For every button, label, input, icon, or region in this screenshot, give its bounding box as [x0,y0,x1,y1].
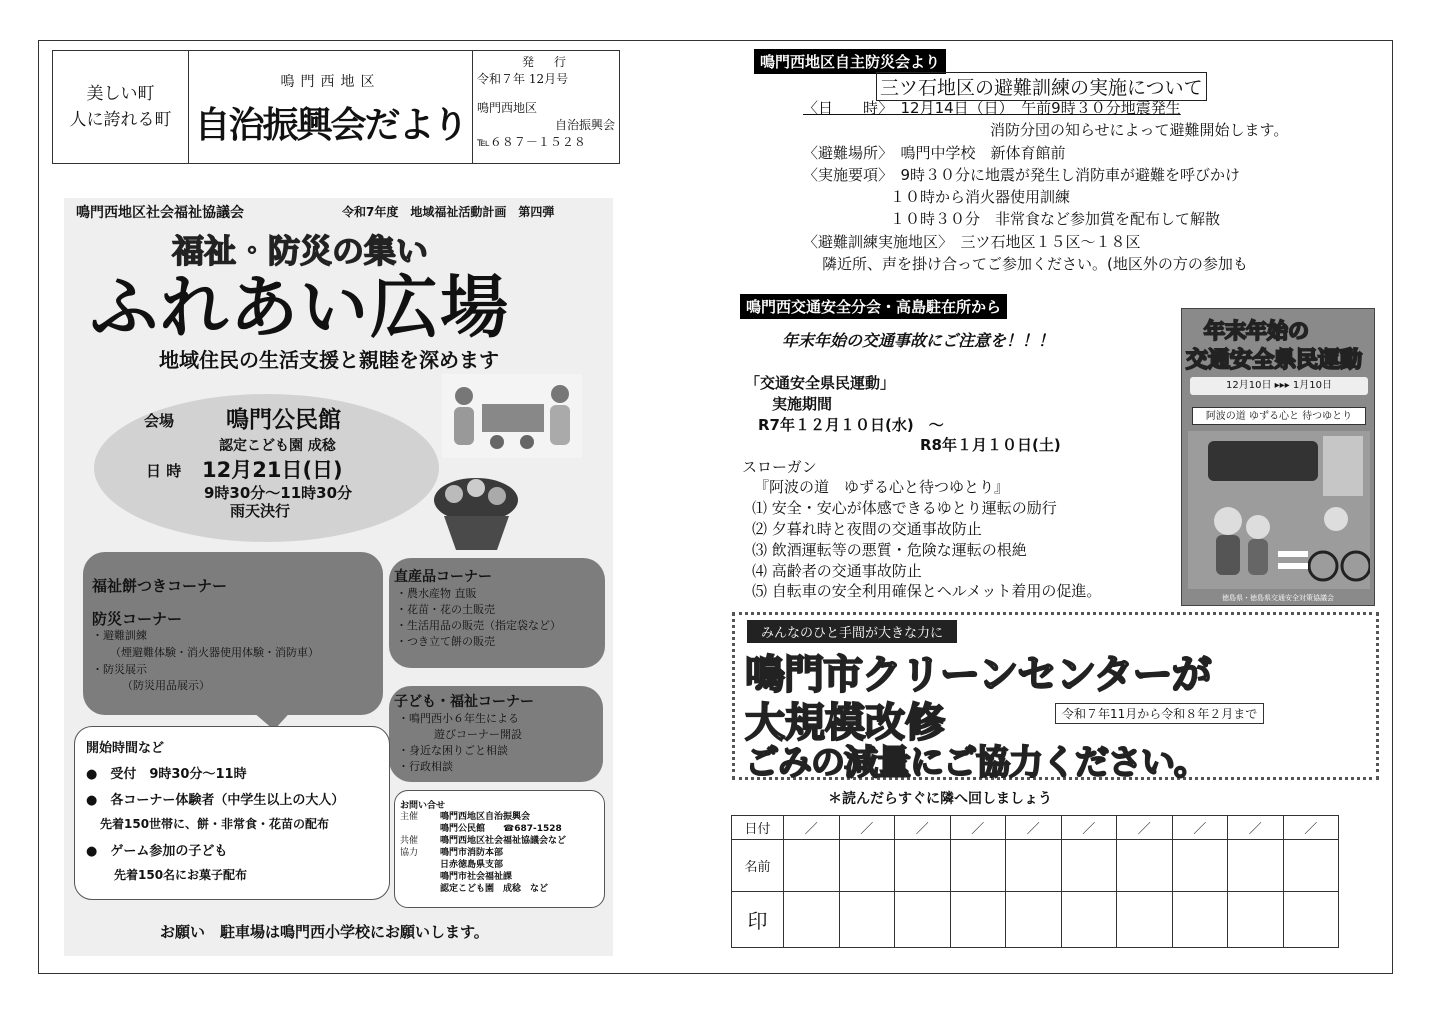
corner-kids-item: ・身近な困りごと相談 [398,744,508,757]
traffic-slogan-label: スローガン [742,458,817,476]
seal-cell[interactable] [784,892,840,948]
traffic-headline: 年末年始の交通事故にご注意を！！！ [782,331,1055,350]
start-time-title: 開始時間など [86,741,165,756]
date-cell[interactable]: ／ [1172,816,1228,840]
rain-note: 雨天決行 [230,502,291,520]
name-cell[interactable] [1228,840,1284,892]
corner-bousai-item: ・避難訓練 [92,629,147,642]
corner-kids-item: ・鳴門西小６年生による [398,712,519,725]
corner-mochi-title: 福祉餅つきコーナー [92,577,228,595]
row-label-name: 名前 [732,840,784,892]
campaign-poster-footer: 徳島県・徳島県交通安全対策協議会 [1222,594,1334,602]
drill-line: １０時３０分 非常食など参加賞を配布して解散 [890,210,1221,228]
traffic-tag: 鳴門西交通安全分会・高島駐在所から [740,294,1007,319]
poster-plan: 令和7年度 地域福祉活動計画 第四弾 [342,205,555,219]
issue-info [473,51,619,163]
campaign-poster-title-2: 交通安全県民運動 [1186,348,1363,373]
contact-value: 鳴門市消防本部 [440,848,504,858]
seal-cell[interactable] [950,892,1006,948]
date-cell[interactable]: ／ [1061,816,1117,840]
name-cell[interactable] [839,840,895,892]
name-cell[interactable] [1283,840,1339,892]
name-cell[interactable] [784,840,840,892]
traffic-period-label: 実施期間 [772,395,833,413]
contact-rows [400,811,566,895]
date-cell[interactable]: ／ [1228,816,1284,840]
name-cell[interactable] [1117,840,1173,892]
start-item: 先着150世帯に、餅・非常食・花苗の配布 [100,817,330,831]
date-cell[interactable]: ／ [1117,816,1173,840]
campaign-poster-illustration [1188,431,1370,589]
masthead [189,51,473,163]
contact-value: 認定こども園 成稔 など [440,884,549,894]
event-poster [64,198,613,956]
date-cell[interactable]: ／ [950,816,1006,840]
contact-role: 共催 [400,836,419,846]
issue-date: 令和７年 12月号 [477,72,569,86]
traffic-item: ⑸ 自転車の安全利用確保とヘルメット着用の促進。 [752,582,1102,600]
seal-cell[interactable] [1061,892,1117,948]
traffic-item: ⑵ 夕暮れ時と夜間の交通事故防止 [752,520,982,538]
traffic-period-start: R7年１２月１０日(水) ～ [758,416,944,434]
row-label-seal: 印 [732,892,784,948]
contact-value: 鳴門西地区自治振興会 [440,812,531,822]
traffic-slogan: 『阿波の道 ゆずる心と待つゆとり』 [754,478,1010,496]
drill-line: 〈避難場所〉 鳴門中学校 新体育館前 [803,144,1066,162]
corner-kids-item: 遊びコーナー開設 [434,728,522,741]
traffic-item: ⑷ 高齢者の交通事故防止 [752,562,922,580]
corner-produce-item: ・つき立て餅の販売 [396,635,495,648]
contact-role: 協力 [400,848,419,858]
name-cell[interactable] [1006,840,1062,892]
event-time: 9時30分～11時30分 [204,484,353,502]
drill-line: 〈避難訓練実施地区〉 三ツ石地区１５区～１８区 [803,233,1141,251]
venue-name: 鳴門公民館 [226,407,341,433]
campaign-poster-title-1: 年末年始の [1204,319,1309,343]
date-cell[interactable]: ／ [1006,816,1062,840]
drill-line: 隣近所、声を掛け合ってご参加ください。(地区外の方の参加も [822,255,1248,273]
publisher-1: 鳴門西地区 [477,101,538,115]
publisher-2: 自治振興会 [554,118,615,132]
drill-line: 消防分団の知らせによって避難開始します。 [990,121,1289,139]
issue-label: 発 行 [521,55,570,69]
drill-line: １０時から消火器使用訓練 [890,188,1071,206]
seal-cell[interactable] [895,892,951,948]
publisher-tel: ℡６８７－１５２８ [477,135,586,149]
venue-2: 認定こども園 成稔 [219,438,336,454]
traffic-campaign: 「交通安全県民運動」 [745,374,896,392]
corner-produce-title: 直産品コーナー [394,569,492,585]
corner-bousai-item: （防災用品展示） [122,679,210,692]
campaign-poster-dates: 12月10日 ▸▸▸ 1月10日 [1190,377,1368,395]
people-illustration [442,374,582,458]
date-cell[interactable]: ／ [1283,816,1339,840]
drill-title: 三ツ石地区の避難訓練の実施について [876,72,1207,101]
campaign-poster-slogan: 阿波の道 ゆずる心と 待つゆとり [1192,407,1366,425]
clean-center-notice [732,612,1379,783]
date-cell[interactable]: ／ [784,816,840,840]
corner-produce-item: ・農水産物 直販 [396,587,477,600]
corner-bousai-title: 防災コーナー [92,610,183,628]
clean-line-1: 鳴門市クリーンセンターが [745,652,1211,698]
traffic-period-end: R8年１月１０日(土) [920,436,1061,454]
date-cell[interactable]: ／ [839,816,895,840]
corner-kids-title: 子ども・福祉コーナー [394,694,534,710]
contact-value: 鳴門西地区社会福祉協議会など [440,836,567,846]
name-cell[interactable] [1061,840,1117,892]
seal-cell[interactable] [1283,892,1339,948]
motto [53,51,189,163]
start-item: ● ゲーム参加の子ども [86,844,228,859]
flower-pot-illustration [429,470,524,552]
poster-subtitle: 福祉・防災の集い [172,232,429,270]
corner-produce-item: ・花苗・花の土販売 [396,603,495,616]
start-item: ● 受付 9時30分～11時 [86,767,247,782]
drill-line: 〈日 時〉 12月14日（日） 午前9時３０分地震発生 [803,99,1181,117]
clean-period: 令和７年11月から令和８年２月まで [1055,703,1264,724]
traffic-item: ⑴ 安全・安心が体感できるゆとり運転の励行 [752,499,1057,517]
contact-role: 主催 [400,812,419,822]
name-cell[interactable] [950,840,1006,892]
drill-line: 〈実施要項〉 9時３０分に地震が発生し消防車が避難を呼びかけ [803,166,1241,184]
district-name: 鳴門西地区 [280,74,381,90]
contact-value: 日赤徳島県支部 [440,860,504,870]
drill-tag: 鳴門西地区自主防災会より [754,49,946,74]
circulation-table [731,815,1339,948]
name-cell[interactable] [895,840,951,892]
seal-cell[interactable] [1006,892,1062,948]
row-label-date: 日付 [732,816,784,840]
event-date: 12月21日(日) [202,458,343,482]
start-item: ● 各コーナー体験者（中学生以上の大人） [86,793,345,808]
corner-bousai-item: （煙避難体験・消火器使用体験・消防車） [110,646,319,659]
seal-cell[interactable] [1117,892,1173,948]
motto-line-2: 人に誇れる町 [69,110,172,130]
newsletter-header [52,50,620,164]
traffic-item: ⑶ 飲酒運転等の悪質・危険な運転の根絶 [752,541,1027,559]
corner-bousai-item: ・防災展示 [92,663,147,676]
name-cell[interactable] [1172,840,1228,892]
newsletter-title: 自治振興会だより [194,105,467,146]
clean-line-2: 大規模改修 [745,700,945,746]
contact-title: お問い合せ [400,801,446,811]
date-label: 日 時 [146,462,182,480]
venue-label: 会場 [144,412,175,430]
motto-line-1: 美しい町 [86,84,155,104]
parking-request: お願い 駐車場は鳴門西小学校にお願いします。 [160,923,489,941]
corner-produce-item: ・生活用品の販売（指定袋など） [396,619,561,632]
seal-cell[interactable] [1228,892,1284,948]
circulate-note: ＊読んだらすぐに隣へ回しましょう [828,791,1052,807]
poster-org: 鳴門西地区社会福祉協議会 [76,205,244,221]
poster-tagline: 地域住民の生活支援と親睦を深めます [159,348,499,372]
corner-kids-item: ・行政相談 [398,760,453,773]
date-cell[interactable]: ／ [895,816,951,840]
start-item: 先着150名にお菓子配布 [114,868,248,882]
contact-value: 鳴門市社会福祉課 [440,872,513,882]
seal-cell[interactable] [1172,892,1228,948]
clean-line-3: ごみの減量にご協力ください。 [745,743,1207,783]
seal-cell[interactable] [839,892,895,948]
traffic-campaign-poster [1181,308,1375,606]
contact-value: 鳴門公民館 ☎687-1528 [440,824,562,834]
clean-lead: みんなのひと手間が大きな力に [747,620,957,643]
poster-title: ふれあい広場 [90,269,511,348]
